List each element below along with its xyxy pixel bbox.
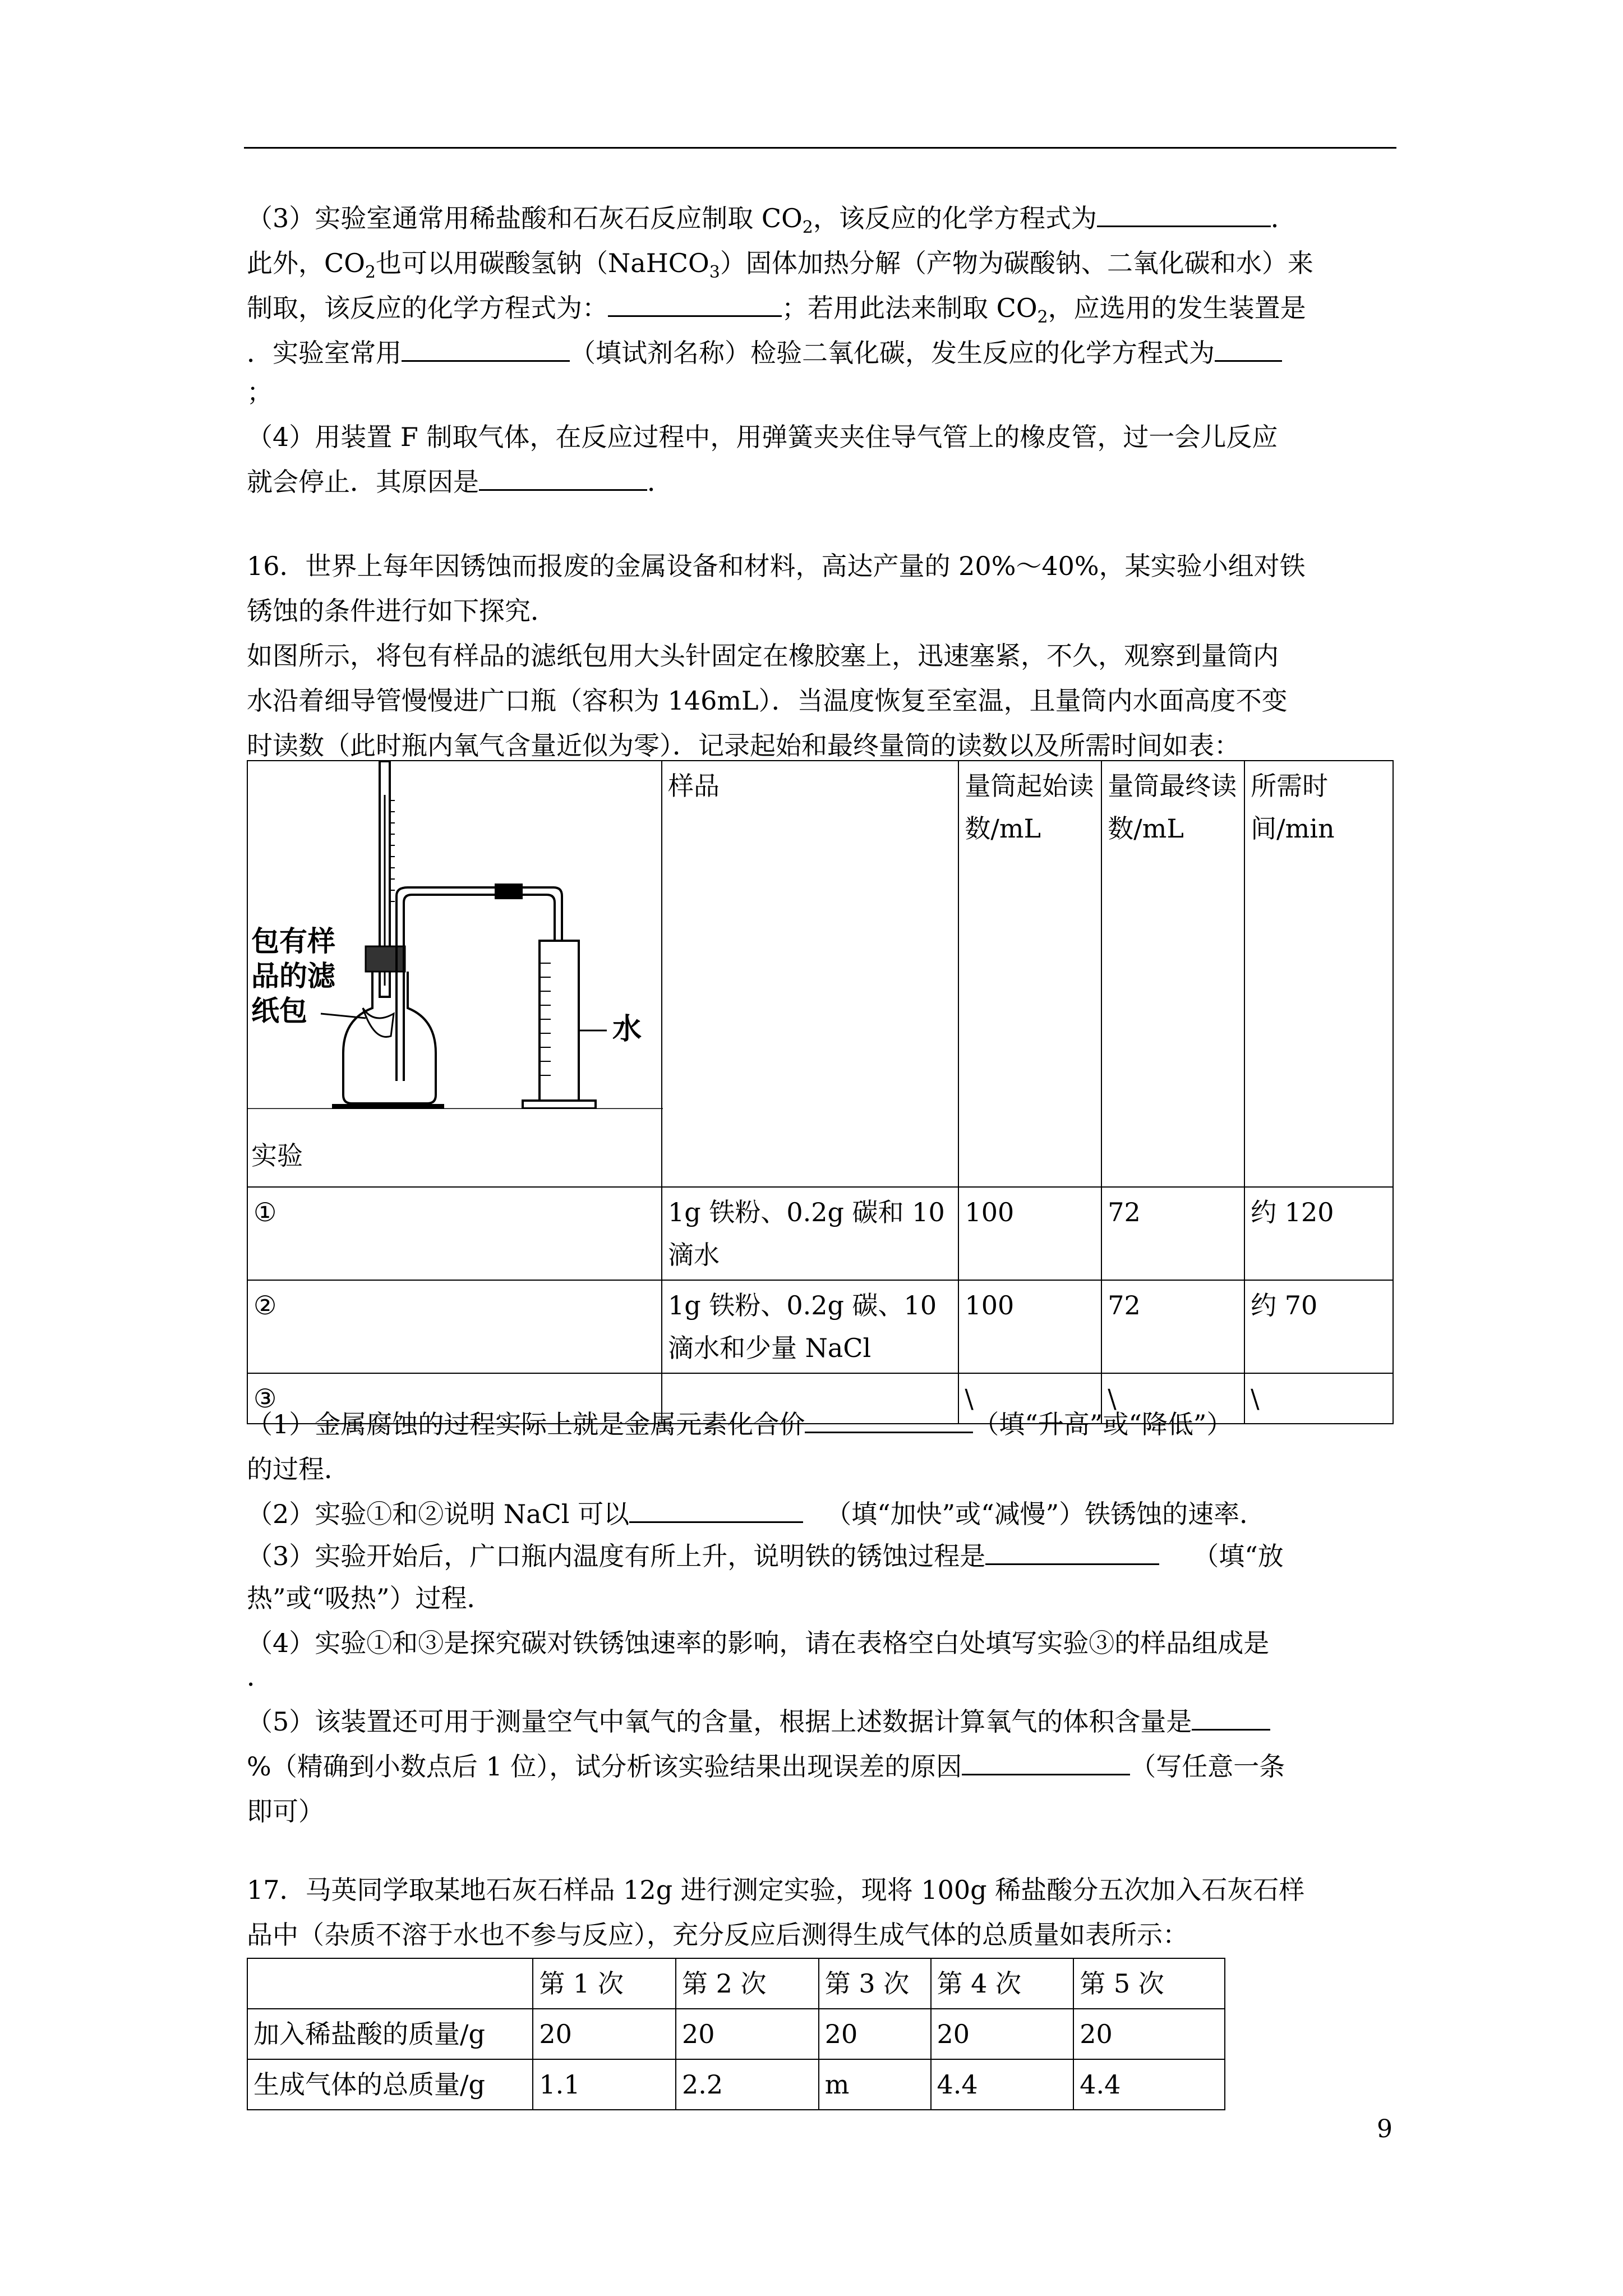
q16-sub1-line1: （1）金属腐蚀的过程实际上就是金属元素化合价 （填“升高”或“降低”） — [247, 1409, 1233, 1439]
cell: 20 — [1073, 2009, 1225, 2059]
cell: 1.1 — [533, 2059, 676, 2110]
header-cell: 第 3 次 — [819, 1958, 931, 2009]
header-cell: 第 2 次 — [676, 1958, 819, 2009]
q16-sub5-line2: %（精确到小数点后 1 位），试分析该实验结果出现误差的原因 （写任意一条 — [247, 1751, 1285, 1782]
header-final-reading: 量筒最终读数/mL — [1101, 761, 1244, 1187]
cell: 100 — [958, 1187, 1101, 1280]
cell: 20 — [533, 2009, 676, 2059]
cell: \ — [958, 1373, 1101, 1424]
q16-sub4-line1: （4）实验①和③是探究碳对铁锈蚀速率的影响，请在表格空白处填写实验③的样品组成是 — [247, 1628, 1270, 1658]
cell: 20 — [819, 2009, 931, 2059]
cell: 72 — [1101, 1280, 1244, 1373]
answer-blank[interactable] — [805, 1409, 973, 1433]
cell: 20 — [931, 2009, 1074, 2059]
answer-blank[interactable] — [985, 1541, 1159, 1565]
header-rule — [244, 147, 1396, 149]
q15-part3-line1: （3）实验室通常用稀盐酸和石灰石反应制取 $CO_2$，该反应的化学方程式为 ． — [247, 203, 1297, 238]
cell: ② — [247, 1280, 662, 1373]
answer-blank[interactable] — [1215, 338, 1282, 362]
table-header-row — [247, 761, 1393, 1187]
answer-blank[interactable] — [608, 293, 782, 317]
cell: ③ — [247, 1373, 662, 1424]
cell: m — [819, 2059, 931, 2110]
q16-intro-2: 锈蚀的条件进行如下探究． — [247, 596, 556, 626]
figure-label-sample: 包有样 品的滤 纸包 — [251, 925, 335, 1027]
cell: 加入稀盐酸的质量/g — [247, 2009, 533, 2059]
cell: 72 — [1101, 1187, 1244, 1280]
cell: 4.4 — [1073, 2059, 1225, 2110]
q17-intro-2: 品中（杂质不溶于水也不参与反应），充分反应后测得生成气体的总质量如表所示： — [247, 1920, 1188, 1950]
answer-blank[interactable] — [1192, 1706, 1270, 1731]
header-experiment: 实验 — [251, 1140, 303, 1171]
q16-intro-4: 水沿着细导管慢慢进广口瓶（容积为 146mL）．当温度恢复至室温，且量筒内水面高度不变 — [247, 685, 1288, 716]
header-sample: 样品 — [662, 761, 958, 1187]
header-cell — [247, 1958, 533, 2009]
cell: 1g 铁粉、0.2g 碳和 10 滴水 — [662, 1187, 958, 1280]
page-number: 9 — [1377, 2115, 1393, 2143]
header-start-reading: 量筒起始读数/mL — [958, 761, 1101, 1187]
header-cell: 第 1 次 — [533, 1958, 676, 2009]
q15-part3-line4: ．实验室常用 （填试剂名称）检验二氧化碳，发生反应的化学方程式为 — [247, 331, 1391, 375]
figure-label-water: 水 — [612, 1013, 642, 1046]
header-cell: 第 4 次 — [931, 1958, 1074, 2009]
q16-sub5-line1: （5）该装置还可用于测量空气中氧气的含量，根据上述数据计算氧气的体积含量是 — [247, 1700, 1391, 1743]
table-row — [247, 2059, 1225, 2110]
header-cell: 第 5 次 — [1073, 1958, 1225, 2009]
q17-intro-1: 17．马英同学取某地石灰石样品 12g 进行测定实验，现将 100g 稀盐酸分五次加入石灰石样 — [247, 1875, 1305, 1905]
cell: 1g 铁粉、0.2g 碳、10 滴水和少量 NaCl — [662, 1280, 958, 1373]
table-row — [247, 1187, 1393, 1280]
q16-sub5-line3: 即可） — [247, 1796, 324, 1826]
q15-part4-line1: （4）用装置 F 制取气体，在反应过程中，用弹簧夹夹住导气管上的橡皮管，过一会儿反应 — [247, 422, 1278, 452]
cell: \ — [1101, 1373, 1244, 1424]
header-time: 所需时间/min — [1244, 761, 1393, 1187]
answer-blank[interactable] — [962, 1751, 1130, 1775]
cell: 2.2 — [676, 2059, 819, 2110]
q17-results-table — [247, 1958, 1225, 2110]
q16-intro-3: 如图所示，将包有样品的滤纸包用大头针固定在橡胶塞上，迅速塞紧，不久，观察到量筒内 — [247, 641, 1279, 671]
header-cell-experiment — [247, 761, 662, 1187]
q16-sub2: （2）实验①和②说明 NaCl 可以 （填“加快”或“减慢”）铁锈蚀的速率． — [247, 1499, 1266, 1529]
cell: 约 120 — [1244, 1187, 1393, 1280]
table-header-row — [247, 1958, 1225, 2009]
q15-part3-line5: ； — [247, 377, 273, 407]
cell: ① — [247, 1187, 662, 1280]
cell: 约 70 — [1244, 1280, 1393, 1373]
q16-sub1-line2: 的过程． — [247, 1454, 350, 1484]
cell: 4.4 — [931, 2059, 1074, 2110]
answer-blank[interactable] — [479, 467, 647, 491]
cell: \ — [1244, 1373, 1393, 1424]
q16-sub3-line2: 热”或“吸热”）过程． — [247, 1583, 493, 1613]
q15-part3-line3: 制取，该反应的化学方程式为： ；若用此法来制取 $CO_2$，应选用的发生装置是 — [247, 293, 1306, 328]
q16-experiment-table — [247, 760, 1394, 1424]
table-row — [247, 1280, 1393, 1373]
table-row — [247, 2009, 1225, 2059]
cell: 100 — [958, 1280, 1101, 1373]
q16-intro-1: 16．世界上每年因锈蚀而报废的金属设备和材料，高达产量的 20%～40%，某实验小组对铁 — [247, 551, 1306, 581]
answer-blank[interactable] — [629, 1499, 803, 1523]
answer-blank[interactable] — [1097, 203, 1271, 227]
q16-sub3-line1: （3）实验开始后，广口瓶内温度有所上升，说明铁的锈蚀过程是 （填“放 — [247, 1541, 1284, 1571]
q16-intro-5: 时读数（此时瓶内氧气含量近似为零）．记录起始和最终量筒的读数以及所需时间如表： — [247, 730, 1240, 761]
q15-part3-line2: 此外，$CO_2$也可以用碳酸氢钠（NaHCO$_3$）固体加热分解（产物为碳酸钠、二氧化碳和水）来 — [247, 248, 1313, 283]
q15-part4-line2: 就会停止．其原因是 ． — [247, 467, 673, 497]
answer-blank[interactable] — [402, 338, 570, 362]
q16-sub4-line2: ． — [247, 1662, 273, 1692]
cell: 20 — [676, 2009, 819, 2059]
cell: 生成气体的总质量/g — [247, 2059, 533, 2110]
